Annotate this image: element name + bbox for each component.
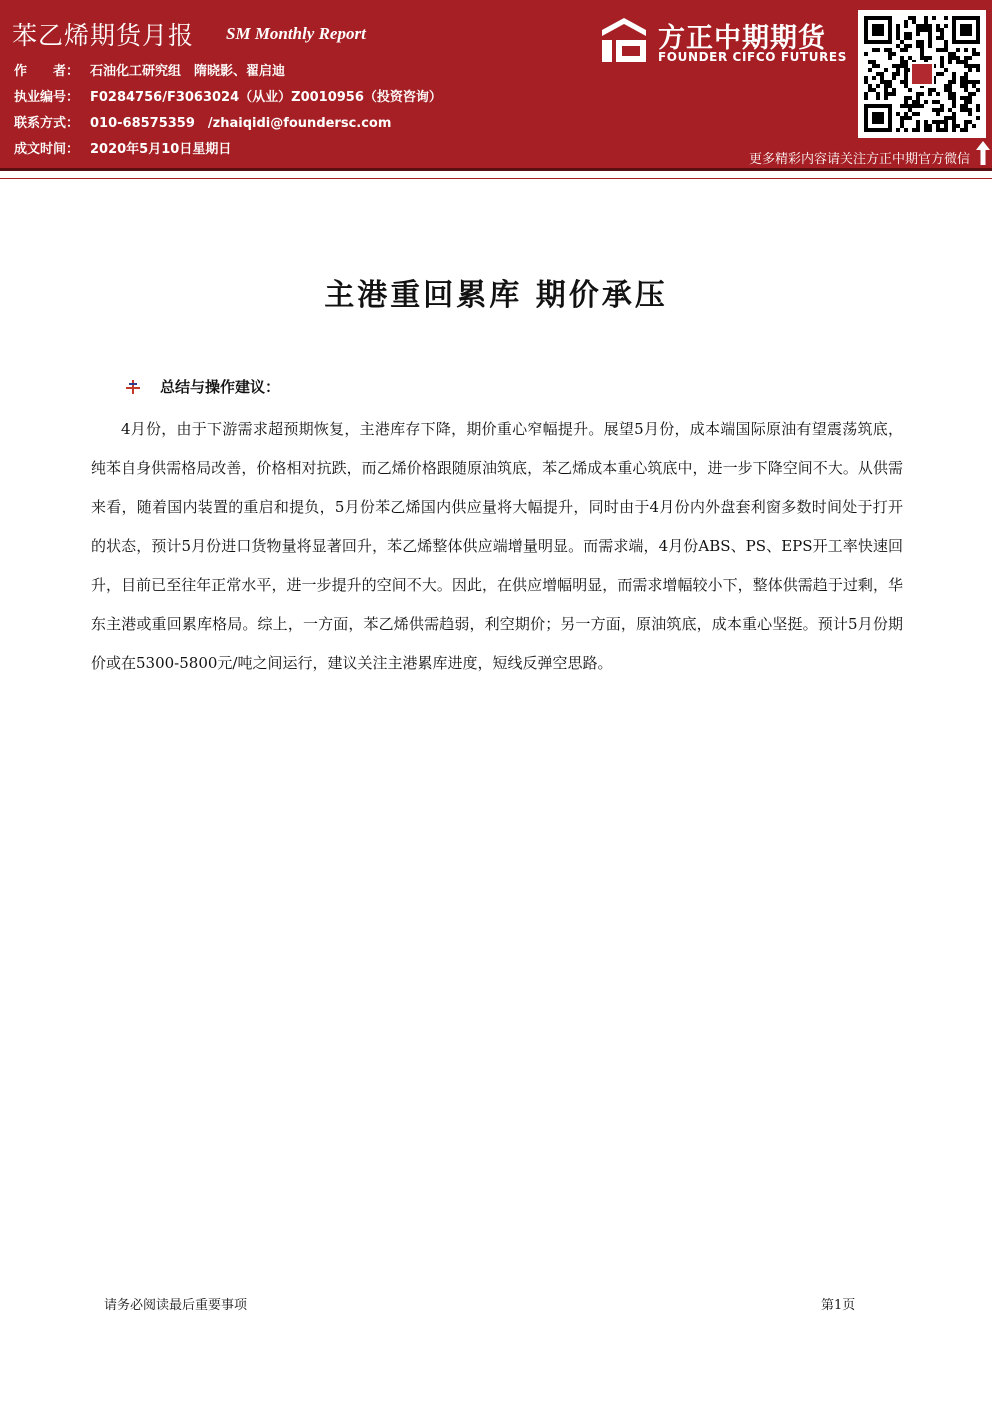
bullet-icon: [126, 380, 140, 394]
qr-code-icon: [858, 10, 986, 138]
header-divider: [0, 168, 992, 171]
company-logo: [598, 14, 854, 70]
meta-label: 执业编号：: [14, 90, 80, 105]
report-header: [0, 0, 992, 168]
meta-label: 作 者：: [14, 64, 80, 79]
arrow-up-icon: [975, 140, 991, 166]
document-title: 主港重回累库 期价承压: [324, 278, 668, 313]
meta-value: 2020年5月10日星期日: [90, 142, 232, 157]
meta-author: [14, 62, 442, 88]
founder-logo-icon: [598, 16, 650, 64]
qr-code: [858, 10, 986, 138]
section-heading: [126, 376, 280, 397]
report-subtitle: SM Monthly Report: [226, 24, 366, 43]
author-meta: [14, 62, 442, 166]
section-heading-text: 总结与操作建议：: [160, 378, 281, 396]
page-number: 第1页: [821, 1298, 856, 1313]
logo-text-en: FOUNDER CIFCO FUTURES: [658, 50, 847, 64]
logo-text-cn: 方正中期期货: [658, 23, 826, 54]
report-title: 苯乙烯期货月报: [12, 21, 195, 50]
header-divider-thin: [0, 178, 992, 179]
body-paragraph: 4月份，由于下游需求超预期恢复，主港库存下降，期价重心窄幅提升。展望5月份，成本端国际原油有望震荡筑底，纯苯自身供需格局改善，价格相对抗跌，而乙烯价格跟随原油筑底，苯乙烯成本重心筑底中，进一步下降空间不大。从供需来看，随着国内装置的重启和提负，5月份苯乙烯国内供应量将大幅提升，同时由于4月份内外盘套利窗多数时间处于打开的状态，预计5月份进口货物量将显著回升，苯乙烯整体供应端增量明显。而需求端，4月份ABS、PS、EPS开工率快速回升，目前已至往年正常水平，进一步提升的空间不大。因此，在供应增幅明显，而需求增幅较小下，整体供需趋于过剩，华东主港或重回累库格局。综上，一方面，苯乙烯供需趋弱，利空期价；另一方面，原油筑底，成本重心坚挺。预计5月份期价或在5300-5800元/吨之间运行，建议关注主港累库进度，短线反弹空思路。: [91, 420, 903, 672]
meta-license: [14, 88, 442, 114]
meta-value: F0284756/F3063024（从业）Z0010956（投资咨询）: [90, 90, 442, 105]
meta-value: 010-68575359 /zhaiqidi@foundersc.com: [90, 116, 392, 131]
follow-wechat-text: 更多精彩内容请关注方正中期官方微信: [748, 152, 970, 167]
footer-notice: 请务必阅读最后重要事项: [104, 1298, 248, 1313]
meta-contact: [14, 114, 442, 140]
meta-label: 成文时间：: [14, 142, 80, 157]
meta-label: 联系方式：: [14, 116, 80, 131]
meta-date: [14, 140, 442, 166]
meta-value: 石油化工研究组 隋晓影、翟启迪: [90, 64, 286, 79]
